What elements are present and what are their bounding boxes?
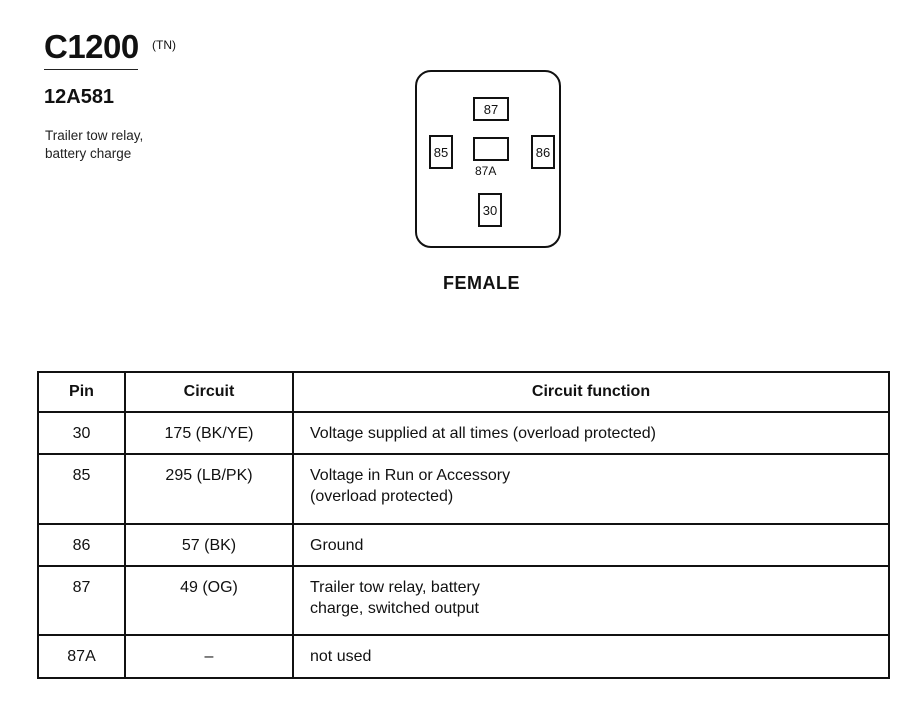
cell-function [293,412,889,454]
pin-86-terminal [531,135,555,169]
function-line: (overload protected) [310,488,454,505]
pin-30-terminal [478,193,502,227]
table-row [38,635,889,678]
function-line: Voltage in Run or Accessory [310,467,511,484]
cell-pin: 30 [38,412,125,454]
connector-id: C1200 [44,28,139,65]
table-header-row [38,372,889,412]
table-row [38,524,889,566]
pin-85-terminal [429,135,453,169]
cell-circuit: 49 (OG) [125,566,293,635]
function-line: Ground [310,537,364,554]
cell-pin: 86 [38,524,125,566]
cell-pin: 87A [38,635,125,678]
connector-suffix: (TN) [152,38,176,52]
cell-pin: 87 [38,566,125,635]
connector-gender-label: FEMALE [443,273,520,293]
table-row [38,454,889,524]
table-row [38,412,889,454]
pin-85-label: 85 [433,144,449,160]
cell-circuit: 57 (BK) [125,524,293,566]
pin-87a-label: 87A [475,164,497,178]
pin-function-table [37,371,890,679]
part-number: 12A581 [44,86,115,108]
header-pin: Pin [38,372,125,412]
pin-87-label: 87 [483,101,499,117]
function-line: not used [310,648,372,665]
header-circuit: Circuit [125,372,293,412]
cell-function [293,524,889,566]
cell-pin: 85 [38,454,125,524]
cell-function [293,454,889,524]
cell-circuit: 175 (BK/YE) [125,412,293,454]
pin-30-label: 30 [482,202,498,218]
connector-face-diagram [415,70,561,248]
pin-86-label: 86 [535,144,551,160]
cell-function [293,566,889,635]
pin-87-terminal [473,97,509,121]
function-line: Trailer tow relay, battery [310,579,480,596]
cell-circuit: 295 (LB/PK) [125,454,293,524]
connector-description: Trailer tow relay, battery charge [45,128,144,161]
cell-circuit: – [125,635,293,678]
function-line: Voltage supplied at all times (overload protected) [310,425,656,442]
pin-87a-terminal [473,137,509,161]
table-row [38,566,889,635]
cell-function [293,635,889,678]
function-line: charge, switched output [310,600,479,617]
title-divider [44,69,138,70]
header-function: Circuit function [293,372,889,412]
